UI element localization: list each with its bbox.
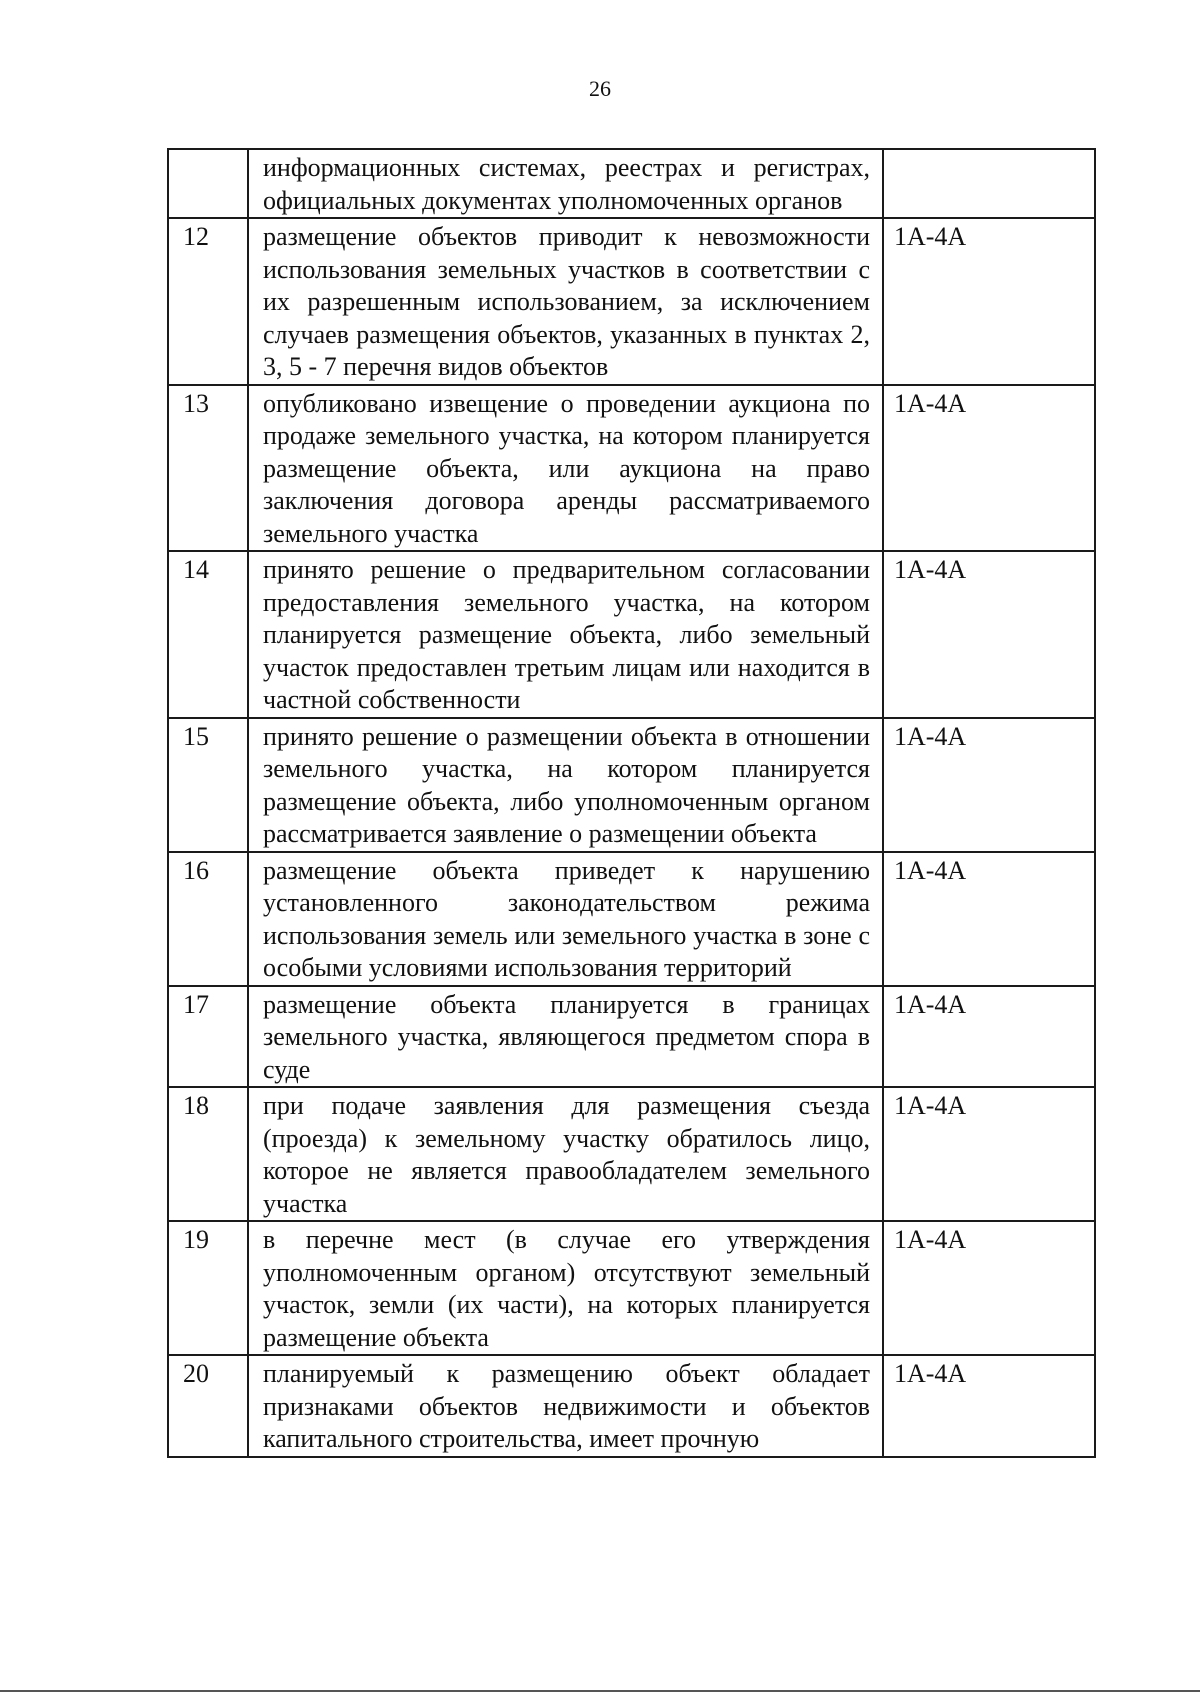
row-description: принято решение о размещении объекта в отношении земельного участка, на котором планируется размещение объекта, либо уполномоченным органом рассматривается заявление о размещении объекта — [248, 718, 883, 852]
row-description: размещение объекта планируется в границах земельного участка, являющегося предметом спора в суде — [248, 986, 883, 1088]
row-number: 16 — [168, 852, 248, 986]
row-number: 14 — [168, 551, 248, 718]
row-number: 18 — [168, 1087, 248, 1221]
row-code: 1А-4А — [883, 986, 1095, 1088]
row-code: 1А-4А — [883, 718, 1095, 852]
row-number: 19 — [168, 1221, 248, 1355]
row-description: размещение объектов приводит к невозможности использования земельных участков в соответствии с их разрешенным использованием, за исключением случаев размещения объектов, указанных в пунктах 2, 3, 5 - 7 перечня видов объектов — [248, 218, 883, 385]
row-code: 1А-4А — [883, 1221, 1095, 1355]
row-description: принято решение о предварительном согласовании предоставления земельного участка, на котором планируется размещение объекта, либо земельный участок предоставлен третьим лицам или находится в частной собственности — [248, 551, 883, 718]
row-description: размещение объекта приведет к нарушению установленного законодательством режима использования земель или земельного участка в зоне с особыми условиями использования территорий — [248, 852, 883, 986]
table-row — [168, 551, 1095, 718]
row-number: 15 — [168, 718, 248, 852]
row-description: опубликовано извещение о проведении аукциона по продаже земельного участка, на котором планируется размещение объекта, или аукциона на право заключения договора аренды рассматриваемого земельного участка — [248, 385, 883, 552]
table-row — [168, 852, 1095, 986]
row-code: 1А-4А — [883, 1087, 1095, 1221]
row-description: планируемый к размещению объект обладает признаками объектов недвижимости и объектов капитального строительства, имеет прочную — [248, 1355, 883, 1457]
table-row — [168, 1221, 1095, 1355]
row-code: 1А-4А — [883, 385, 1095, 552]
table-row — [168, 385, 1095, 552]
row-number: 17 — [168, 986, 248, 1088]
row-number: 20 — [168, 1355, 248, 1457]
row-description: информационных системах, реестрах и регистрах, официальных документах уполномоченных органов — [248, 149, 883, 218]
table-row — [168, 1355, 1095, 1457]
row-code — [883, 149, 1095, 218]
row-description: в перечне мест (в случае его утверждения уполномоченным органом) отсутствуют земельный участок, земли (их части), на которых планируется размещение объекта — [248, 1221, 883, 1355]
table-row — [168, 986, 1095, 1088]
bottom-edge-line — [0, 1690, 1200, 1692]
row-code: 1А-4А — [883, 218, 1095, 385]
row-number: 13 — [168, 385, 248, 552]
page-number: 26 — [589, 76, 611, 101]
row-number — [168, 149, 248, 218]
table-row — [168, 1087, 1095, 1221]
table-row — [168, 149, 1095, 218]
row-number: 12 — [168, 218, 248, 385]
row-description: при подаче заявления для размещения съезда (проезда) к земельному участку обратилось лицо, которое не является правообладателем земельного участка — [248, 1087, 883, 1221]
conditions-table — [167, 148, 1096, 1458]
table-row — [168, 218, 1095, 385]
row-code: 1А-4А — [883, 551, 1095, 718]
table-row — [168, 718, 1095, 852]
row-code: 1А-4А — [883, 852, 1095, 986]
row-code: 1А-4А — [883, 1355, 1095, 1457]
